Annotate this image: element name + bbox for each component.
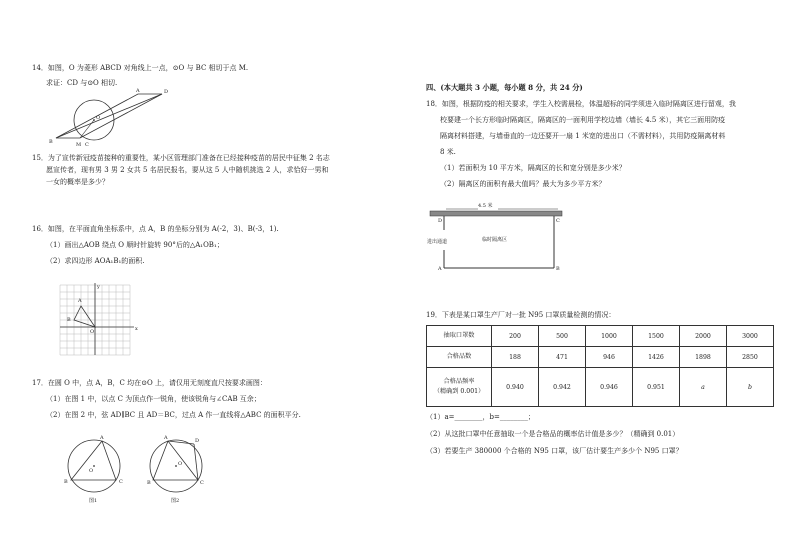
row-header-frequency-line1: 合格品频率 bbox=[443, 378, 475, 386]
radius-om bbox=[80, 120, 94, 138]
label-b: B bbox=[147, 480, 151, 486]
row-header-qualified: 合格品数 bbox=[427, 347, 492, 368]
table-cell: a bbox=[680, 368, 727, 407]
label-o: O bbox=[178, 461, 183, 467]
table-cell: 3000 bbox=[727, 326, 774, 347]
label-a: A bbox=[438, 266, 442, 272]
label-o: O bbox=[89, 468, 94, 474]
label-c: C bbox=[119, 479, 123, 485]
table-cell: 1000 bbox=[586, 326, 633, 347]
q15-line3: 一女的概率是多少？ bbox=[46, 178, 109, 186]
row-header-frequency-line2: （精确到 0.001） bbox=[433, 388, 485, 395]
table-cell: 2850 bbox=[727, 347, 774, 368]
label-a: A bbox=[100, 435, 104, 441]
chord-ad bbox=[168, 441, 194, 444]
q16-coordinate-grid bbox=[60, 285, 140, 357]
table-cell: 188 bbox=[492, 347, 539, 368]
label-b: B bbox=[556, 266, 560, 272]
label-c: C bbox=[200, 480, 204, 486]
center-dot-fig1 bbox=[93, 465, 95, 467]
label-b: B bbox=[64, 479, 68, 485]
q14-figure bbox=[49, 88, 169, 152]
label-y: y bbox=[97, 284, 100, 290]
q19-quality-table bbox=[426, 325, 774, 407]
table-cell: 0.946 bbox=[586, 368, 633, 407]
entrance-label: 进出通道 bbox=[427, 239, 448, 245]
center-dot-fig2 bbox=[175, 465, 177, 467]
label-m: M bbox=[76, 142, 82, 148]
table-row-samples bbox=[427, 326, 774, 347]
table-cell: 0.940 bbox=[492, 368, 539, 407]
q16-line3: （2）求四边形 AOA₁B₁的面积. bbox=[46, 257, 145, 265]
label-d: D bbox=[438, 218, 443, 224]
q15-line2: 愿宣传者，现有男 3 男 2 女共 5 名居民报名，要从这 5 人中随机挑选 2 人，求恰好一男和 bbox=[46, 166, 329, 174]
label-o: O bbox=[96, 115, 101, 121]
table-cell: b bbox=[727, 368, 774, 407]
wall-length-label: 4.5 米 bbox=[478, 203, 493, 209]
triangle-abc-fig2 bbox=[153, 441, 198, 480]
q17-line3: （2）在图 2 中，弦 AD∥BC 且 AD＝BC，过点 A 作一直线将△ABC 的面积平分. bbox=[46, 411, 301, 419]
label-a: A bbox=[78, 298, 82, 304]
label-c: C bbox=[556, 218, 560, 224]
label-d: D bbox=[164, 89, 169, 95]
table-cell: 200 bbox=[492, 326, 539, 347]
q18-line3: 隔离材料搭建，与墙垂直的一边还要开一扇 1 米宽的进出口（不需材料），共用防疫隔离材料 bbox=[440, 132, 726, 140]
table-cell: 0.951 bbox=[633, 368, 680, 407]
label-a: A bbox=[136, 88, 140, 94]
q16-line2: （1）画出△AOB 绕点 O 顺时针旋转 90°后的△A₁OB₁； bbox=[46, 241, 224, 249]
triangle-abc-fig1 bbox=[71, 441, 116, 480]
q19-intro: 19．下表是某口罩生产厂对一批 N95 口罩质量检测的情况： bbox=[426, 311, 616, 319]
row-header-samples: 抽取口罩数 bbox=[427, 326, 492, 347]
section-4-heading: 四、(本大题共 3 小题，每小题 8 分，共 24 分) bbox=[426, 83, 583, 92]
diagonal-bd bbox=[56, 94, 162, 138]
table-cell: 2000 bbox=[680, 326, 727, 347]
label-b: B bbox=[67, 317, 71, 323]
q17-figure-1 bbox=[64, 436, 134, 508]
label-b: B bbox=[49, 139, 53, 145]
q17-line1: 17．在圆 O 中，点 A，B，C 均在⊙O 上，请仅用无刻度直尺按要求画图： bbox=[32, 379, 267, 387]
table-row-frequency bbox=[427, 368, 774, 407]
q14-line2: 求证：CD 与⊙O 相切. bbox=[46, 79, 118, 87]
q18-line2: 校要建一个长方形临时隔离区，隔离区的一面利用学校边墙（墙长 4.5 米），其它三面用防疫 bbox=[440, 116, 726, 124]
table-cell: 1426 bbox=[633, 347, 680, 368]
table-cell: 946 bbox=[586, 347, 633, 368]
table-cell: 500 bbox=[539, 326, 586, 347]
q15-line1: 15．为了宣传新冠疫苗接种的重要性，某小区管理部门准备在已经接种疫苗的居民中征集 2 名志 bbox=[32, 154, 330, 162]
label-o: O bbox=[90, 329, 95, 335]
school-wall bbox=[430, 211, 562, 216]
table-row-qualified bbox=[427, 347, 774, 368]
label-c: C bbox=[85, 142, 89, 148]
label-x: x bbox=[135, 326, 138, 332]
fig2-caption: 图2 bbox=[171, 498, 180, 504]
q18-line1: 18．如图，根据防疫的相关要求，学生入校需晨检，体温超标的同学须进入临时隔离区进行留观，我 bbox=[426, 100, 736, 108]
q19-part1: （1）a=________，b=________； bbox=[426, 413, 535, 421]
table-cell: 1500 bbox=[633, 326, 680, 347]
triangle-aob bbox=[74, 306, 95, 327]
label-a: A bbox=[164, 435, 168, 441]
table-cell: 471 bbox=[539, 347, 586, 368]
q17-line2: （1）在图 1 中，以点 C 为顶点作一锐角，使该锐角与∠CAB 互余； bbox=[46, 395, 261, 403]
zone-label: 临时隔离区 bbox=[482, 237, 508, 243]
q16-line1: 16．如图，在平面直角坐标系中，点 A，B 的坐标分别为 A(-2，3)、B(-3，1). bbox=[32, 225, 279, 233]
table-cell: 0.942 bbox=[539, 368, 586, 407]
q14-line1: 14．如图，O 为菱形 ABCD 对角线上一点，⊙O 与 BC 相切于点 M. bbox=[32, 64, 249, 72]
q19-part3: （3）若要生产 380000 个合格的 N95 口罩，该厂估计要生产多少个 N95 口罩？ bbox=[426, 447, 683, 455]
q18-line4: 8 米. bbox=[440, 148, 456, 156]
q19-part2: （2）从这批口罩中任意抽取一个是合格品的概率估计值是多少？（精确到 0.01） bbox=[426, 430, 680, 438]
q17-figure-2 bbox=[148, 436, 218, 508]
q18-line5: （1）若面积为 10 平方米，隔离区的长和宽分别是多少米？ bbox=[440, 164, 626, 172]
fig1-caption: 图1 bbox=[89, 498, 98, 504]
q18-isolation-zone-diagram bbox=[426, 200, 576, 278]
table-cell: 1898 bbox=[680, 347, 727, 368]
q18-line6: （2）隔离区的面积有最大值吗？最大为多少平方米？ bbox=[440, 180, 606, 188]
label-d: D bbox=[195, 438, 200, 444]
row-header-frequency bbox=[427, 368, 492, 407]
